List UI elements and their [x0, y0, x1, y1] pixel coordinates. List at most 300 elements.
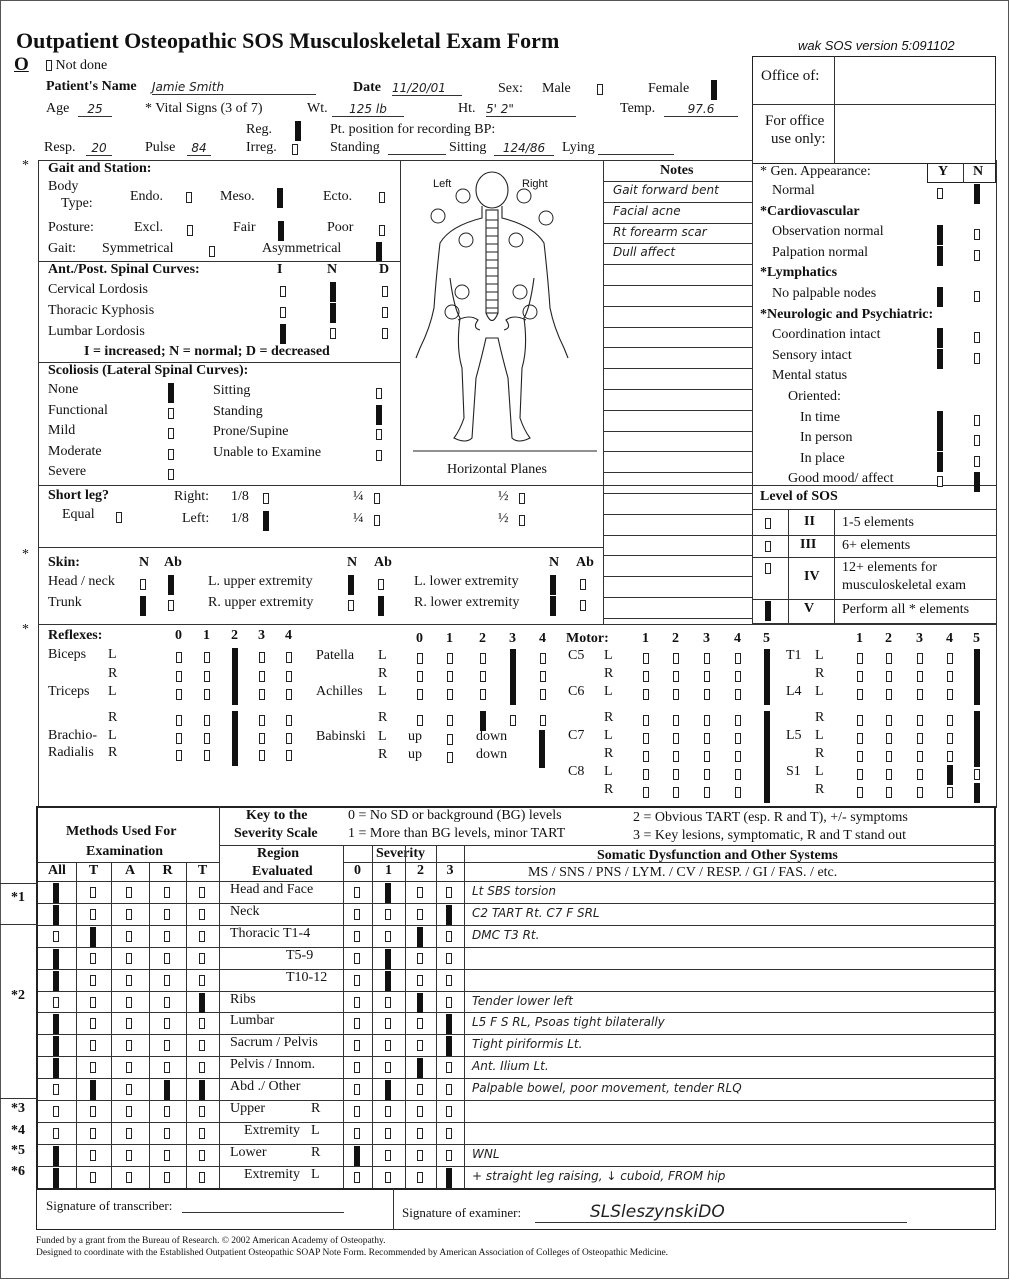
sos-level-checkbox[interactable] [765, 541, 771, 552]
system-yes-checkbox[interactable] [937, 349, 943, 369]
motor-checkbox[interactable] [764, 783, 770, 803]
reflex-checkbox[interactable] [232, 746, 238, 766]
skin-ab-checkbox[interactable] [378, 596, 384, 616]
motor-checkbox[interactable] [947, 653, 953, 664]
system-yes-checkbox[interactable] [937, 328, 943, 348]
system-no-checkbox[interactable] [974, 291, 980, 302]
notes-entry[interactable]: Rt forearm scar [613, 224, 707, 239]
method-checkbox[interactable] [164, 1128, 170, 1139]
sitting-field[interactable]: 124/86 [494, 141, 554, 156]
severity-checkbox[interactable] [417, 975, 423, 986]
method-checkbox[interactable] [90, 997, 96, 1008]
severity-checkbox[interactable] [385, 971, 391, 991]
motor-checkbox[interactable] [673, 715, 679, 726]
motor-checkbox[interactable] [974, 685, 980, 705]
method-checkbox[interactable] [199, 1080, 205, 1100]
motor-checkbox[interactable] [643, 733, 649, 744]
motor-checkbox[interactable] [735, 715, 741, 726]
severity-checkbox[interactable] [417, 1018, 423, 1029]
motor-checkbox[interactable] [735, 733, 741, 744]
method-checkbox[interactable] [90, 953, 96, 964]
motor-checkbox[interactable] [643, 751, 649, 762]
motor-checkbox[interactable] [917, 653, 923, 664]
method-checkbox[interactable] [199, 993, 205, 1013]
transcriber-signature-field[interactable] [182, 1212, 344, 1213]
method-checkbox[interactable] [126, 997, 132, 1008]
method-checkbox[interactable] [126, 1084, 132, 1095]
irreg-checkbox[interactable] [292, 144, 298, 155]
short-leg-checkbox[interactable] [263, 511, 269, 531]
lying-field[interactable] [598, 154, 674, 155]
curve-n-checkbox[interactable] [330, 328, 336, 339]
reflex-checkbox[interactable] [204, 733, 210, 744]
severity-checkbox[interactable] [354, 1040, 360, 1051]
not-done-checkbox[interactable] [46, 60, 52, 71]
method-checkbox[interactable] [199, 1106, 205, 1117]
age-field[interactable]: 25 [78, 102, 112, 117]
motor-checkbox[interactable] [704, 769, 710, 780]
motor-checkbox[interactable] [917, 733, 923, 744]
method-checkbox[interactable] [90, 1172, 96, 1183]
severity-checkbox[interactable] [354, 931, 360, 942]
motor-checkbox[interactable] [857, 751, 863, 762]
severity-checkbox[interactable] [417, 1040, 423, 1051]
motor-checkbox[interactable] [704, 733, 710, 744]
severity-checkbox[interactable] [446, 975, 452, 986]
method-checkbox[interactable] [90, 909, 96, 920]
motor-checkbox[interactable] [673, 733, 679, 744]
short-leg-checkbox[interactable] [263, 493, 269, 504]
motor-checkbox[interactable] [764, 667, 770, 687]
method-checkbox[interactable] [53, 1036, 59, 1056]
motor-checkbox[interactable] [917, 671, 923, 682]
scoliosis-position-checkbox[interactable] [376, 388, 382, 399]
motor-checkbox[interactable] [917, 715, 923, 726]
motor-checkbox[interactable] [673, 689, 679, 700]
motor-checkbox[interactable] [643, 769, 649, 780]
severity-checkbox[interactable] [385, 1040, 391, 1051]
somatic-note[interactable]: Palpable bowel, poor movement, tender RLQ [472, 1081, 742, 1096]
method-checkbox[interactable] [126, 1150, 132, 1161]
asymmetrical-checkbox[interactable] [376, 242, 382, 262]
somatic-note[interactable]: C2 TART Rt. C7 F SRL [472, 905, 600, 920]
method-checkbox[interactable] [53, 1084, 59, 1095]
method-checkbox[interactable] [90, 1018, 96, 1029]
somatic-note[interactable]: Tight piriformis Lt. [472, 1037, 583, 1052]
severity-checkbox[interactable] [446, 1036, 452, 1056]
motor-checkbox[interactable] [947, 787, 953, 798]
motor-checkbox[interactable] [764, 649, 770, 669]
reflex-checkbox[interactable] [204, 652, 210, 663]
severity-checkbox[interactable] [446, 931, 452, 942]
method-checkbox[interactable] [199, 1062, 205, 1073]
equal-checkbox[interactable] [116, 512, 122, 523]
curve-i-checkbox[interactable] [280, 307, 286, 318]
reflex-checkbox[interactable] [540, 715, 546, 726]
reflex-checkbox[interactable] [510, 649, 516, 669]
severity-checkbox[interactable] [354, 1018, 360, 1029]
severity-checkbox[interactable] [385, 1150, 391, 1161]
severity-checkbox[interactable] [354, 997, 360, 1008]
severity-checkbox[interactable] [385, 1106, 391, 1117]
motor-checkbox[interactable] [947, 715, 953, 726]
motor-checkbox[interactable] [643, 671, 649, 682]
method-checkbox[interactable] [199, 1150, 205, 1161]
skin-ab-checkbox[interactable] [580, 579, 586, 590]
motor-checkbox[interactable] [704, 653, 710, 664]
severity-checkbox[interactable] [446, 1014, 452, 1034]
method-checkbox[interactable] [90, 1040, 96, 1051]
motor-checkbox[interactable] [673, 653, 679, 664]
motor-checkbox[interactable] [974, 729, 980, 749]
motor-checkbox[interactable] [764, 685, 770, 705]
method-checkbox[interactable] [90, 1080, 96, 1100]
motor-checkbox[interactable] [704, 751, 710, 762]
standing-field[interactable] [388, 154, 446, 155]
method-checkbox[interactable] [164, 1080, 170, 1100]
motor-checkbox[interactable] [857, 769, 863, 780]
method-checkbox[interactable] [90, 887, 96, 898]
severity-checkbox[interactable] [354, 1106, 360, 1117]
reflex-checkbox[interactable] [204, 750, 210, 761]
method-checkbox[interactable] [164, 931, 170, 942]
method-checkbox[interactable] [53, 997, 59, 1008]
motor-checkbox[interactable] [974, 649, 980, 669]
temp-field[interactable]: 97.6 [664, 102, 738, 117]
motor-checkbox[interactable] [704, 787, 710, 798]
skin-n-checkbox[interactable] [140, 579, 146, 590]
scoliosis-position-checkbox[interactable] [376, 429, 382, 440]
reflex-checkbox[interactable] [204, 689, 210, 700]
reflex-checkbox[interactable] [176, 715, 182, 726]
method-checkbox[interactable] [53, 949, 59, 969]
severity-checkbox[interactable] [417, 1058, 423, 1078]
system-no-checkbox[interactable] [974, 353, 980, 364]
somatic-note[interactable]: Lt SBS torsion [472, 884, 556, 898]
system-no-checkbox[interactable] [974, 250, 980, 261]
motor-checkbox[interactable] [886, 769, 892, 780]
scoliosis-position-checkbox[interactable] [376, 450, 382, 461]
severity-checkbox[interactable] [354, 1146, 360, 1166]
motor-checkbox[interactable] [764, 747, 770, 767]
reflex-checkbox[interactable] [447, 653, 453, 664]
skin-n-checkbox[interactable] [550, 575, 556, 595]
ecto-checkbox[interactable] [379, 192, 385, 203]
motor-checkbox[interactable] [857, 689, 863, 700]
reflex-checkbox[interactable] [204, 715, 210, 726]
motor-checkbox[interactable] [673, 671, 679, 682]
curve-d-checkbox[interactable] [382, 307, 388, 318]
method-checkbox[interactable] [164, 887, 170, 898]
motor-checkbox[interactable] [947, 751, 953, 762]
reflex-checkbox[interactable] [447, 689, 453, 700]
motor-checkbox[interactable] [857, 787, 863, 798]
method-checkbox[interactable] [53, 971, 59, 991]
method-checkbox[interactable] [126, 1128, 132, 1139]
notes-entry[interactable]: Facial acne [613, 203, 681, 218]
reflex-checkbox[interactable] [510, 715, 516, 726]
scoliosis-checkbox[interactable] [168, 383, 174, 403]
method-checkbox[interactable] [53, 931, 59, 942]
reflex-checkbox[interactable] [176, 689, 182, 700]
severity-checkbox[interactable] [446, 1128, 452, 1139]
skin-n-checkbox[interactable] [348, 575, 354, 595]
reflex-checkbox[interactable] [176, 671, 182, 682]
curve-n-checkbox[interactable] [330, 303, 336, 323]
severity-checkbox[interactable] [385, 931, 391, 942]
method-checkbox[interactable] [199, 887, 205, 898]
reflex-checkbox[interactable] [480, 671, 486, 682]
system-no-checkbox[interactable] [974, 332, 980, 343]
short-leg-checkbox[interactable] [519, 515, 525, 526]
severity-checkbox[interactable] [446, 1106, 452, 1117]
severity-checkbox[interactable] [417, 887, 423, 898]
system-yes-checkbox[interactable] [937, 225, 943, 245]
sos-level-checkbox[interactable] [765, 518, 771, 529]
resp-field[interactable]: 20 [86, 141, 112, 156]
severity-checkbox[interactable] [385, 1062, 391, 1073]
severity-checkbox[interactable] [354, 1062, 360, 1073]
reflex-checkbox[interactable] [259, 652, 265, 663]
method-checkbox[interactable] [126, 1018, 132, 1029]
severity-checkbox[interactable] [385, 1128, 391, 1139]
motor-checkbox[interactable] [673, 769, 679, 780]
motor-checkbox[interactable] [643, 653, 649, 664]
severity-checkbox[interactable] [417, 909, 423, 920]
severity-checkbox[interactable] [354, 887, 360, 898]
motor-checkbox[interactable] [704, 715, 710, 726]
reflex-checkbox[interactable] [286, 750, 292, 761]
method-checkbox[interactable] [53, 1168, 59, 1188]
curve-d-checkbox[interactable] [382, 286, 388, 297]
method-checkbox[interactable] [53, 1146, 59, 1166]
method-checkbox[interactable] [199, 975, 205, 986]
severity-checkbox[interactable] [417, 927, 423, 947]
reflex-checkbox[interactable] [510, 667, 516, 687]
babinski-down-checkbox[interactable] [539, 748, 545, 768]
severity-checkbox[interactable] [354, 953, 360, 964]
fair-checkbox[interactable] [278, 221, 284, 241]
reflex-checkbox[interactable] [480, 689, 486, 700]
reflex-checkbox[interactable] [232, 667, 238, 687]
skin-n-checkbox[interactable] [348, 600, 354, 611]
motor-checkbox[interactable] [917, 787, 923, 798]
reflex-checkbox[interactable] [232, 711, 238, 731]
severity-checkbox[interactable] [354, 975, 360, 986]
motor-checkbox[interactable] [704, 689, 710, 700]
reflex-checkbox[interactable] [176, 652, 182, 663]
motor-checkbox[interactable] [735, 751, 741, 762]
method-checkbox[interactable] [164, 1150, 170, 1161]
pulse-field[interactable]: 84 [187, 141, 211, 156]
curve-i-checkbox[interactable] [280, 324, 286, 344]
sos-level-checkbox[interactable] [765, 601, 771, 621]
severity-checkbox[interactable] [417, 1128, 423, 1139]
short-leg-checkbox[interactable] [374, 493, 380, 504]
method-checkbox[interactable] [126, 975, 132, 986]
system-yes-checkbox[interactable] [937, 476, 943, 487]
method-checkbox[interactable] [199, 953, 205, 964]
motor-checkbox[interactable] [764, 729, 770, 749]
patient-name-field[interactable]: Jamie Smith [152, 80, 316, 95]
motor-checkbox[interactable] [857, 653, 863, 664]
method-checkbox[interactable] [126, 887, 132, 898]
reflex-checkbox[interactable] [286, 733, 292, 744]
severity-checkbox[interactable] [446, 1084, 452, 1095]
method-checkbox[interactable] [199, 931, 205, 942]
severity-checkbox[interactable] [446, 997, 452, 1008]
reflex-checkbox[interactable] [417, 671, 423, 682]
motor-checkbox[interactable] [643, 787, 649, 798]
reflex-checkbox[interactable] [480, 653, 486, 664]
excl-checkbox[interactable] [187, 225, 193, 236]
motor-checkbox[interactable] [917, 751, 923, 762]
method-checkbox[interactable] [199, 1040, 205, 1051]
motor-checkbox[interactable] [886, 733, 892, 744]
somatic-note[interactable]: WNL [472, 1146, 500, 1161]
motor-checkbox[interactable] [857, 715, 863, 726]
skin-n-checkbox[interactable] [550, 596, 556, 616]
severity-checkbox[interactable] [385, 1018, 391, 1029]
skin-ab-checkbox[interactable] [168, 575, 174, 595]
motor-checkbox[interactable] [886, 671, 892, 682]
reflex-checkbox[interactable] [232, 648, 238, 668]
method-checkbox[interactable] [53, 1106, 59, 1117]
system-yes-checkbox[interactable] [937, 411, 943, 431]
motor-checkbox[interactable] [974, 783, 980, 803]
reflex-checkbox[interactable] [540, 653, 546, 664]
motor-checkbox[interactable] [735, 689, 741, 700]
curve-n-checkbox[interactable] [330, 282, 336, 302]
motor-checkbox[interactable] [917, 769, 923, 780]
reflex-checkbox[interactable] [447, 715, 453, 726]
babinski-down-checkbox[interactable] [539, 730, 545, 750]
method-checkbox[interactable] [53, 1128, 59, 1139]
method-checkbox[interactable] [53, 883, 59, 903]
severity-checkbox[interactable] [446, 1168, 452, 1188]
motor-checkbox[interactable] [974, 769, 980, 780]
motor-checkbox[interactable] [886, 787, 892, 798]
severity-checkbox[interactable] [354, 1084, 360, 1095]
system-no-checkbox[interactable] [974, 184, 980, 204]
motor-checkbox[interactable] [947, 765, 953, 785]
method-checkbox[interactable] [90, 1128, 96, 1139]
reflex-checkbox[interactable] [540, 671, 546, 682]
motor-checkbox[interactable] [886, 689, 892, 700]
severity-checkbox[interactable] [385, 1172, 391, 1183]
severity-checkbox[interactable] [417, 953, 423, 964]
motor-checkbox[interactable] [974, 747, 980, 767]
method-checkbox[interactable] [126, 931, 132, 942]
method-checkbox[interactable] [126, 909, 132, 920]
somatic-note[interactable]: L5 F S RL, Psoas tight bilaterally [472, 1015, 665, 1030]
skin-n-checkbox[interactable] [140, 596, 146, 616]
date-field[interactable]: 11/20/01 [392, 81, 462, 96]
babinski-up-checkbox[interactable] [447, 752, 453, 763]
method-checkbox[interactable] [199, 1172, 205, 1183]
system-yes-checkbox[interactable] [937, 452, 943, 472]
severity-checkbox[interactable] [446, 905, 452, 925]
motor-checkbox[interactable] [974, 711, 980, 731]
system-no-checkbox[interactable] [974, 415, 980, 426]
somatic-note[interactable]: Ant. Ilium Lt. [472, 1059, 549, 1074]
endo-checkbox[interactable] [186, 192, 192, 203]
method-checkbox[interactable] [164, 975, 170, 986]
method-checkbox[interactable] [199, 909, 205, 920]
method-checkbox[interactable] [53, 1058, 59, 1078]
not-done-option[interactable] [46, 58, 107, 74]
short-leg-checkbox[interactable] [374, 515, 380, 526]
short-leg-checkbox[interactable] [519, 493, 525, 504]
method-checkbox[interactable] [164, 997, 170, 1008]
method-checkbox[interactable] [164, 1106, 170, 1117]
method-checkbox[interactable] [53, 1014, 59, 1034]
severity-checkbox[interactable] [446, 1062, 452, 1073]
motor-checkbox[interactable] [886, 751, 892, 762]
skin-ab-checkbox[interactable] [580, 600, 586, 611]
motor-checkbox[interactable] [947, 671, 953, 682]
motor-checkbox[interactable] [974, 667, 980, 687]
reflex-checkbox[interactable] [480, 711, 486, 731]
motor-checkbox[interactable] [643, 689, 649, 700]
examiner-signature-field[interactable]: SLSleszynskiDO [535, 1202, 907, 1223]
method-checkbox[interactable] [90, 975, 96, 986]
severity-checkbox[interactable] [385, 883, 391, 903]
method-checkbox[interactable] [126, 1040, 132, 1051]
reflex-checkbox[interactable] [286, 715, 292, 726]
method-checkbox[interactable] [164, 1040, 170, 1051]
motor-checkbox[interactable] [704, 671, 710, 682]
system-yes-checkbox[interactable] [937, 246, 943, 266]
reflex-checkbox[interactable] [417, 715, 423, 726]
method-checkbox[interactable] [90, 927, 96, 947]
system-no-checkbox[interactable] [974, 435, 980, 446]
somatic-note[interactable]: DMC T3 Rt. [472, 927, 540, 942]
severity-checkbox[interactable] [385, 1080, 391, 1100]
method-checkbox[interactable] [126, 1062, 132, 1073]
system-yes-checkbox[interactable] [937, 287, 943, 307]
motor-checkbox[interactable] [947, 733, 953, 744]
somatic-note[interactable]: Tender lower left [472, 993, 573, 1008]
scoliosis-checkbox[interactable] [168, 408, 174, 419]
reflex-checkbox[interactable] [259, 689, 265, 700]
reflex-checkbox[interactable] [286, 689, 292, 700]
reflex-checkbox[interactable] [417, 689, 423, 700]
reflex-checkbox[interactable] [540, 689, 546, 700]
reflex-checkbox[interactable] [204, 671, 210, 682]
severity-checkbox[interactable] [385, 997, 391, 1008]
scoliosis-checkbox[interactable] [168, 428, 174, 439]
method-checkbox[interactable] [164, 1172, 170, 1183]
weight-field[interactable]: 125 lb [332, 102, 404, 117]
male-checkbox[interactable] [597, 84, 603, 95]
system-no-checkbox[interactable] [974, 456, 980, 467]
symmetrical-checkbox[interactable] [209, 246, 215, 257]
sos-level-checkbox[interactable] [765, 563, 771, 574]
scoliosis-position-checkbox[interactable] [376, 405, 382, 425]
motor-checkbox[interactable] [735, 653, 741, 664]
method-checkbox[interactable] [90, 1106, 96, 1117]
method-checkbox[interactable] [126, 953, 132, 964]
motor-checkbox[interactable] [947, 689, 953, 700]
method-checkbox[interactable] [164, 1018, 170, 1029]
method-checkbox[interactable] [164, 1062, 170, 1073]
reflex-checkbox[interactable] [286, 652, 292, 663]
severity-checkbox[interactable] [417, 1084, 423, 1095]
severity-checkbox[interactable] [446, 953, 452, 964]
scoliosis-checkbox[interactable] [168, 449, 174, 460]
reflex-checkbox[interactable] [259, 671, 265, 682]
